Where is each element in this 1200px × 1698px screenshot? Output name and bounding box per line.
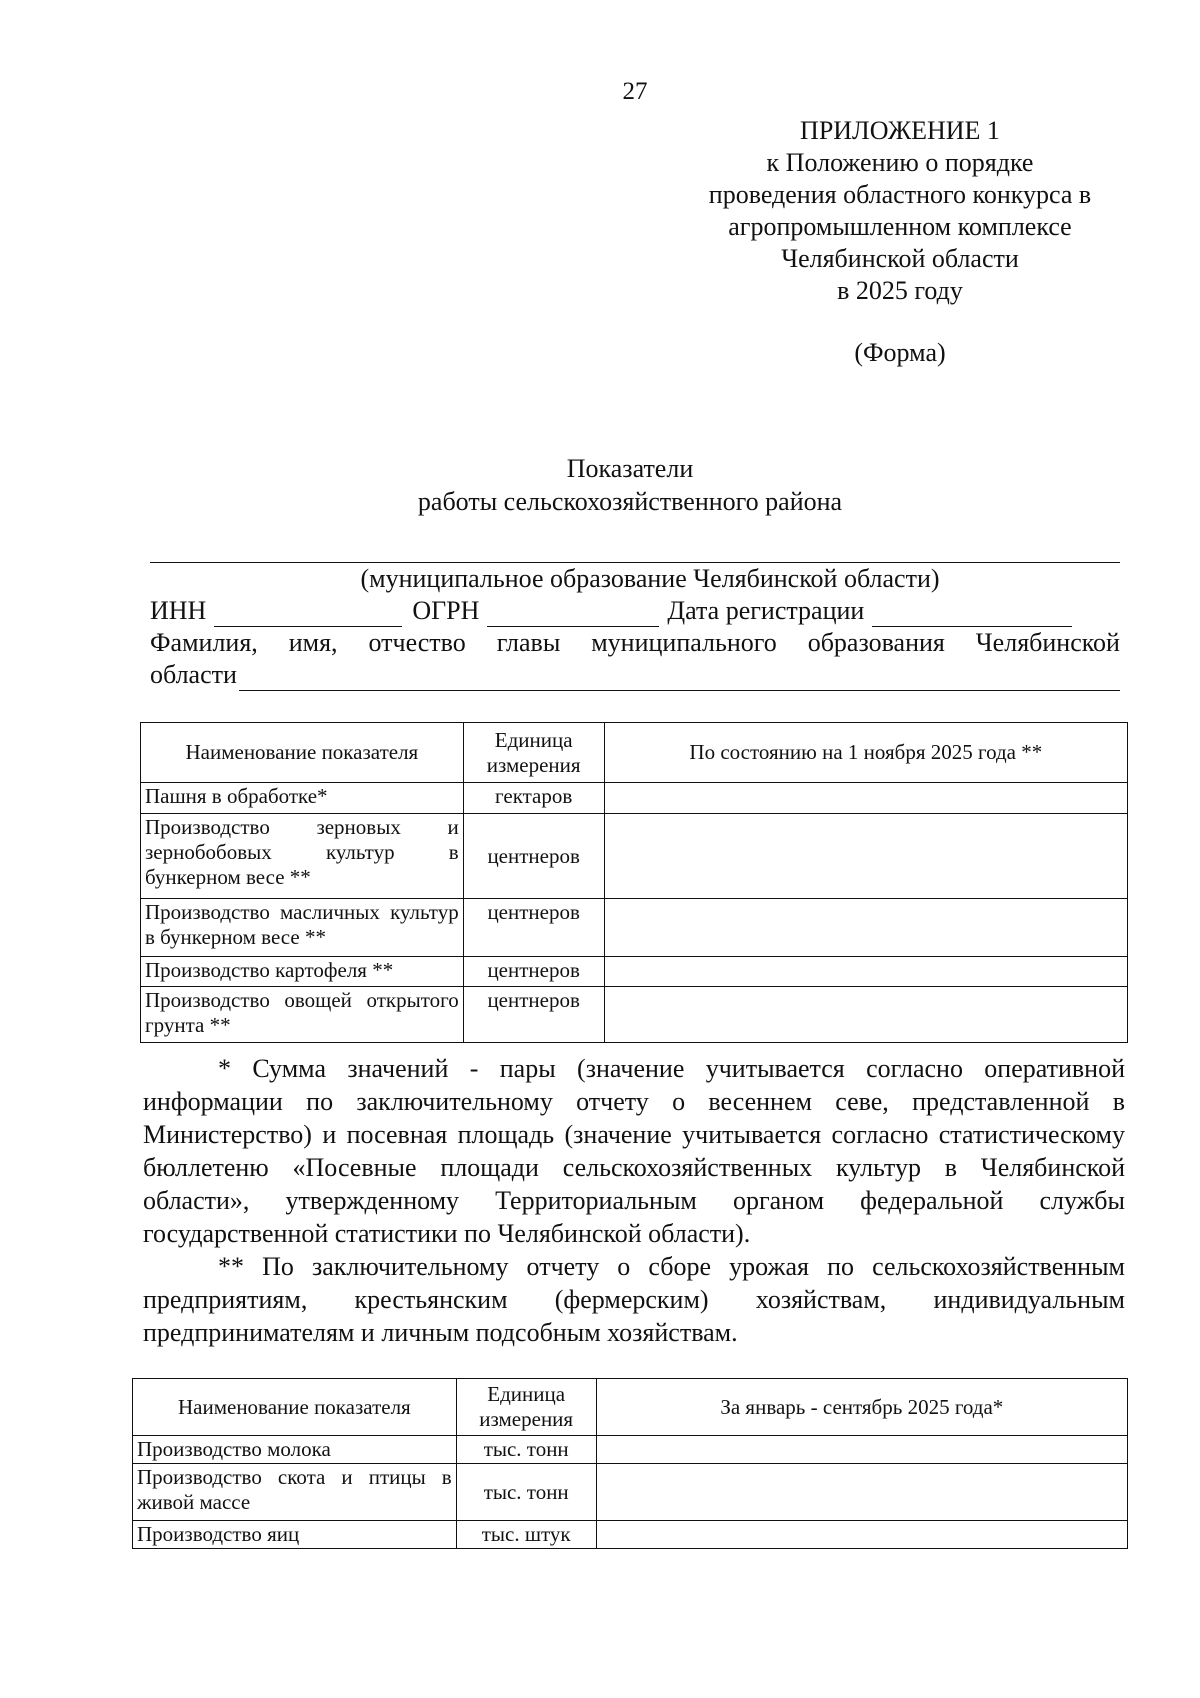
head-label-line2: области	[150, 660, 237, 689]
appendix-block	[680, 115, 1120, 369]
title-line-2: работы сельскохозяйственного района	[417, 487, 843, 516]
value-cell[interactable]	[596, 1436, 1127, 1464]
appendix-line: Челябинской области	[781, 244, 1019, 273]
value-cell[interactable]	[604, 899, 1127, 957]
appendix-heading: ПРИЛОЖЕНИЕ 1	[800, 116, 1000, 145]
head-label-word: муниципального	[591, 628, 777, 657]
title-line-1: Показатели	[566, 454, 694, 483]
column-header: Наименование показателя	[133, 1379, 457, 1436]
value-cell[interactable]	[604, 957, 1127, 987]
reg-date-label: Дата регистрации	[667, 596, 865, 625]
head-label-word: Челябинской	[975, 628, 1120, 657]
table-row	[141, 899, 1128, 957]
unit-cell: тыс. тонн	[456, 1436, 596, 1464]
column-header: По состоянию на 1 ноября 2025 года **	[604, 723, 1127, 783]
head-name-line	[150, 627, 1120, 659]
appendix-line: к Положению о порядке	[766, 148, 1034, 177]
unit-cell: центнеров	[463, 987, 604, 1043]
table-row	[133, 1521, 1128, 1549]
reg-date-blank[interactable]	[872, 602, 1072, 627]
unit-cell: тыс. тонн	[456, 1464, 596, 1521]
column-header: За январь - сентябрь 2025 года*	[596, 1379, 1127, 1436]
head-label-word: Фамилия,	[150, 628, 258, 657]
table-header-row	[141, 723, 1128, 783]
appendix-line: агропромышленном комплексе	[728, 212, 1072, 241]
spacer	[680, 307, 1120, 337]
crop-indicators-table	[140, 722, 1128, 1043]
ogrn-label: ОГРН	[412, 596, 480, 625]
table-row	[141, 987, 1128, 1043]
page-number: 27	[622, 78, 648, 105]
column-header: Единица измерения	[456, 1379, 596, 1436]
footnotes	[143, 1052, 1125, 1349]
head-label-word: отчество	[368, 628, 466, 657]
value-cell[interactable]	[604, 814, 1127, 899]
unit-cell: центнеров	[463, 957, 604, 987]
column-header: Наименование показателя	[141, 723, 464, 783]
footnote-1: * Сумма значений - пары (значение учитывается согласно оперативной информации по заключительному отчету о весеннем севе, представленной в Министерство) и посевная площадь (значение учитывается согласно статистическому бюллетеню «Посевные площади сельскохозяйственных культур в Челябинской области», утвержденному Территориальным органом федеральной службы государственной статистики по Челябинской области).	[143, 1054, 1125, 1248]
document-title	[300, 452, 960, 518]
value-cell[interactable]	[604, 783, 1127, 814]
indicator-name: Производство овощей открытого грунта **	[141, 987, 464, 1043]
ids-line	[150, 595, 1120, 627]
footnote-2: ** По заключительному отчету о сборе урожая по сельскохозяйственным предприятиям, крестьянским (фермерским) хозяйствам, индивидуальным предпринимателям и личным подсобным хозяйствам.	[143, 1252, 1125, 1347]
table-row	[133, 1436, 1128, 1464]
municipality-blank[interactable]	[150, 538, 1120, 563]
head-label-word: образования	[807, 628, 945, 657]
inn-label: ИНН	[150, 596, 207, 625]
unit-cell: центнеров	[463, 899, 604, 957]
head-label-word: имя,	[288, 628, 338, 657]
unit-cell: гектаров	[463, 783, 604, 814]
indicator-name: Производство молока	[133, 1436, 457, 1464]
unit-cell: центнеров	[463, 814, 604, 899]
inn-blank[interactable]	[214, 602, 402, 627]
appendix-line: проведения областного конкурса в	[708, 180, 1092, 209]
indicator-name: Производство картофеля **	[141, 957, 464, 987]
value-cell[interactable]	[596, 1521, 1127, 1549]
form-label: (Форма)	[854, 338, 946, 367]
indicator-name: Производство зерновых и зернобобовых культур в бункерном весе **	[141, 814, 464, 899]
indicator-name: Производство скота и птицы в живой массе	[133, 1464, 457, 1521]
form-fields	[150, 538, 1120, 691]
table-row	[141, 957, 1128, 987]
municipality-caption: (муниципальное образование Челябинской области)	[360, 564, 940, 593]
table-header-row	[133, 1379, 1128, 1436]
unit-cell: тыс. штук	[456, 1521, 596, 1549]
indicator-name: Производство масличных культур в бункерном весе **	[141, 899, 464, 957]
indicator-name: Производство яиц	[133, 1521, 457, 1549]
municipality-line	[150, 538, 1120, 563]
indicator-name: Пашня в обработке*	[141, 783, 464, 814]
column-header: Единица измерения	[463, 723, 604, 783]
table-row	[141, 814, 1128, 899]
livestock-indicators-table	[132, 1378, 1128, 1549]
appendix-line: в 2025 году	[837, 276, 963, 305]
value-cell[interactable]	[604, 987, 1127, 1043]
value-cell[interactable]	[596, 1464, 1127, 1521]
ogrn-blank[interactable]	[487, 602, 659, 627]
head-label-word: главы	[496, 628, 561, 657]
table-row	[141, 783, 1128, 814]
head-name-blank[interactable]	[239, 666, 1120, 691]
table-row	[133, 1464, 1128, 1521]
head-name-line-2	[150, 659, 1120, 691]
